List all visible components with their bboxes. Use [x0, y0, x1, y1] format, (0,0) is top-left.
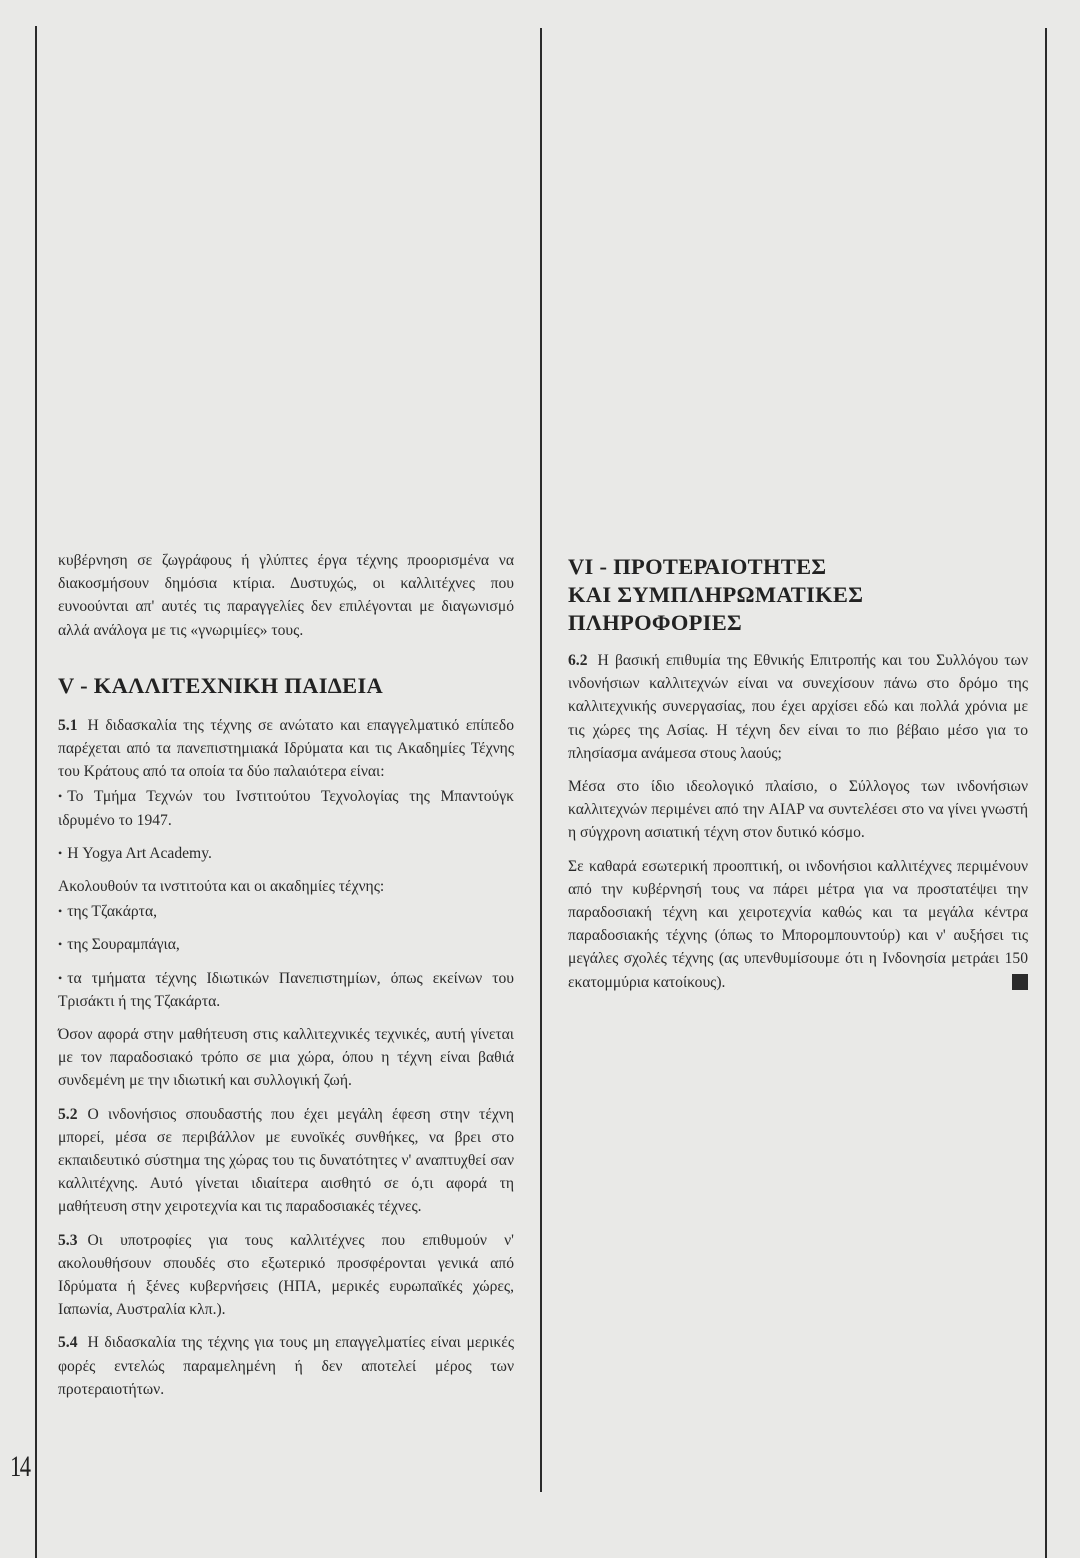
paragraph-aiap: Μέσα στο ίδιο ιδεολογικό πλαίσιο, ο Σύλλογος των ινδονήσιων καλλιτεχνών περιμένει από την AIAP να συντελέσει στο να γίνει γνωστή η σύγχρονη ασιατική τέχνη στον δυτικό κόσμο. [568, 778, 1028, 842]
paragraph-5-2: 5.2 Ο ινδονήσιος σπουδαστής που έχει μεγάλη έφεση στην τέχνη μπορεί, μέσα σε περιβάλλον με ευνοϊκές συνθήκες, να βρει στο εκπαιδευτικό σύστημα της χώρας του τις δυνατότητες ν' αναπτυχθεί σαν καλλιτέχνης. Αυτό γίνεται ιδιαίτερα αισθητό σε ό,τι αφορά τη μαθήτευση στην χειροτεχνία και τις παραδοσιακές τέχνες. [58, 1105, 514, 1216]
page-number: 14 [10, 1450, 30, 1483]
section-number: 6.2 [568, 652, 588, 669]
paragraph-internal: Σε καθαρά εσωτερική προοπτική, οι ινδονήσιοι καλλιτέχνες περιμένουν από την κυβέρνησή τους να πάρει μέτρα για να προστατέψει την παραδοσιακή τέχνη και χειροτεχνία καθώς και τα μεγάλα κέντρα παραδοσιακής τέχνης (όπως το Μπορομπουντούρ) και ν' αυξήσει τις μεγάλες σχολές τέχνης (ας υπενθυμίσουμε ότι η Ινδονησία μετράει 150 εκατομμύρια κατοίκους). [568, 857, 1028, 991]
column-rule-left [35, 26, 37, 1558]
left-column [58, 549, 514, 1411]
section-number: 5.1 [58, 716, 78, 734]
bullet-item: • της Τζακάρτα, [58, 900, 514, 923]
bullet-item: • της Σουραμπάγια, [58, 933, 514, 956]
paragraph-5-1: 5.1 Η διδασκαλία της τέχνης σε ανώτατο και επαγγελματικό επίπεδο παρέχεται από τα πανεπιστημιακά Ιδρύματα και τις Ακαδημίες Τέχνης του Κράτους από τα οποία τα δύο παλαιότερα είναι: [58, 716, 514, 781]
followup-text: Ακολουθούν τα ινστιτούτα και οι ακαδημίες τέχνης: [58, 878, 385, 896]
section-heading-v: V - ΚΑΛΛΙΤΕΧΝΙΚΗ ΠΑΙΔΕΙΑ [58, 672, 384, 698]
column-rule-middle [540, 28, 542, 1492]
bullet-item: • τα τμήματα τέχνης Ιδιωτικών Πανεπιστημίων, όπως εκείνων του Τρισάκτι ή της Τζακάρτα. [58, 967, 514, 1013]
paragraph-5-4: 5.4 Η διδασκαλία της τέχνης για τους μη επαγγελματίες είναι μερικές φορές εντελώς παραμελημένη ή δεν αποτελεί μέρος των προτεραιοτήτων. [58, 1334, 514, 1398]
end-of-article-mark-icon [1012, 974, 1028, 990]
section-heading-vi: VI - ΠΡΟΤΕΡΑΙΟΤΗΤΕΣ ΚΑΙ ΣΥΜΠΛΗΡΩΜΑΤΙΚΕΣ ΠΛΗΡΟΦΟΡΙΕΣ [568, 554, 864, 635]
right-column [568, 549, 1028, 1004]
paragraph-5-3: 5.3 Οι υποτροφίες για τους καλλιτέχνες που επιθυμούν ν' ακολουθήσουν σπουδές στο εξωτερικό προσφέρονται γενικά από Ιδρύματα ή ξένες κυβερνήσεις (ΗΠΑ, μερικές ευρωπαϊκές χώρες, Ιαπωνία, Αυστραλία κλπ.). [58, 1231, 514, 1319]
section-number: 5.2 [58, 1105, 78, 1123]
section-number: 5.3 [58, 1231, 78, 1249]
bullet-item: • Το Τμήμα Τεχνών του Ινστιτούτου Τεχνολογίας της Μπαντούγκ ιδρυμένο το 1947. [58, 785, 514, 831]
intro-paragraph: κυβέρνηση σε ζωγράφους ή γλύπτες έργα τέχνης προορισμένα να διακοσμήσουν δημόσια κτίρια. Δυστυχώς, οι καλλιτέχνες που ευνοούνται απ' αυτές τις παραγγελίες δεν επιλέγονται με διαγωνισμό αλλά ανάλογα με τις «γνωριμίες» τους. [58, 552, 514, 639]
apprenticeship-paragraph: Όσον αφορά στην μαθήτευση στις καλλιτεχνικές τεχνικές, αυτή γίνεται με τον παραδοσιακό τρόπο σε μια χώρα, όπου η τέχνη είναι βαθιά συνδεμένη με την ιδιωτική και συλλογική ζωή. [58, 1026, 514, 1090]
paragraph-6-2: 6.2 Η βασική επιθυμία της Εθνικής Επιτροπής και του Συλλόγου των ινδονήσιων καλλιτεχνών είναι να συνεχίσουν πάνω στο δρόμο της καλλιτεχνικής συνεργασίας, που έχει αρχίσει εδώ και πολλά χρόνια με τις χώρες της Ασίας. Η τέχνη δεν είναι το πιο βέβαιο μέσο για το πλησίασμα ανάμεσα στους λαούς; [568, 652, 1028, 762]
bullet-item: • Η Yogya Art Academy. [58, 842, 514, 865]
section-number: 5.4 [58, 1334, 78, 1352]
column-rule-right [1045, 28, 1047, 1558]
